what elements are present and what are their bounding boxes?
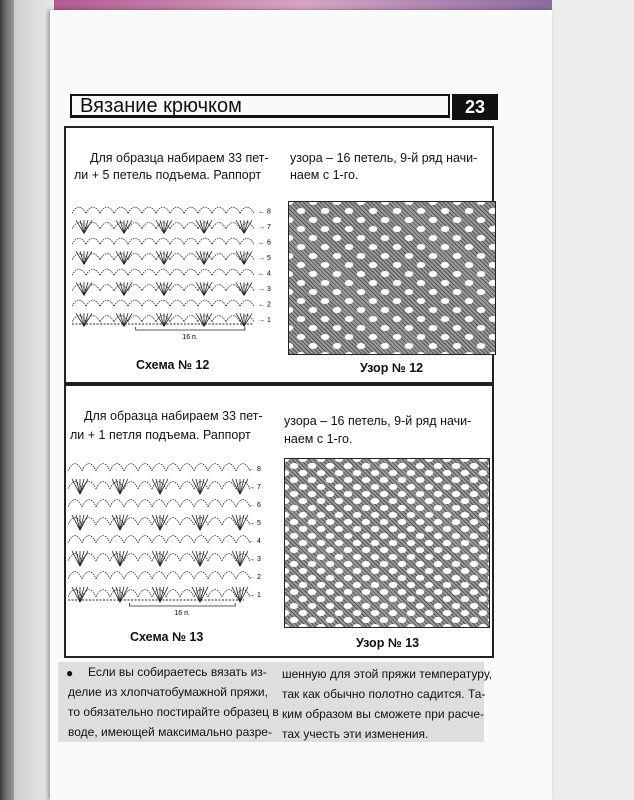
- chain-arc: [100, 300, 114, 306]
- row-number: ← 4: [258, 270, 271, 278]
- stitch-mark: [80, 282, 84, 295]
- stitch-mark: [76, 220, 84, 233]
- stitch-mark: [196, 515, 200, 530]
- chain-arc: [180, 482, 194, 489]
- stitch-mark: [240, 251, 244, 264]
- chain-arc: [110, 572, 124, 579]
- chain-arc: [96, 536, 110, 543]
- chain-arc: [222, 572, 236, 579]
- stitch-mark: [156, 515, 160, 530]
- stitch-mark: [80, 220, 84, 233]
- stitch-mark: [156, 551, 160, 566]
- stitch-mark: [236, 551, 240, 566]
- chain-arc: [152, 536, 166, 543]
- pattern-12-text-line-2: ли + 5 петель подъема. Раппорт: [74, 168, 262, 182]
- chain-arc: [212, 316, 226, 322]
- chain-arc: [100, 285, 114, 291]
- stitch-mark: [152, 551, 160, 566]
- rapport-label: 16 п.: [182, 334, 198, 341]
- pattern-12-text-line-3: узора – 16 петель, 9-й ряд начи-: [290, 151, 478, 165]
- stitch-mark: [232, 479, 240, 494]
- chain-arc: [68, 572, 82, 579]
- chain-arc: [128, 269, 142, 275]
- chain-arc: [100, 254, 114, 260]
- stitch-mark: [164, 251, 168, 264]
- row-number: → 7: [248, 483, 261, 491]
- stitch-mark: [160, 479, 168, 494]
- stitch-mark: [120, 282, 124, 295]
- chain-arc: [72, 238, 86, 244]
- stitch-mark: [160, 515, 168, 530]
- chain-arc: [138, 536, 152, 543]
- chain-arc: [212, 207, 226, 213]
- chain-arc: [86, 207, 100, 213]
- stitch-mark: [204, 282, 212, 295]
- stitch-mark: [204, 251, 208, 264]
- chain-arc: [142, 223, 156, 229]
- chain-arc: [184, 316, 198, 322]
- stitch-mark: [156, 251, 164, 264]
- chain-arc: [142, 300, 156, 306]
- chain-arc: [240, 269, 254, 275]
- chain-arc: [86, 269, 100, 275]
- stitch-mark: [120, 220, 124, 233]
- chain-arc: [166, 554, 180, 561]
- chain-arc: [166, 536, 180, 543]
- pattern-13-text-line-3: узора – 16 петель, 9-й ряд начи-: [284, 414, 472, 428]
- chain-arc: [86, 223, 100, 229]
- rapport-label: 16 п.: [174, 610, 190, 617]
- chain-arc: [114, 207, 128, 213]
- stitch-mark: [124, 220, 128, 233]
- stitch-mark: [124, 251, 132, 264]
- stitch-mark: [244, 220, 252, 233]
- stitch-mark: [164, 282, 172, 295]
- chain-arc: [100, 223, 114, 229]
- chain-arc: [86, 238, 100, 244]
- chain-arc: [212, 300, 226, 306]
- chain-arc: [100, 207, 114, 213]
- chain-arc: [142, 254, 156, 260]
- chain-arc: [96, 500, 110, 507]
- stitch-mark: [240, 551, 244, 566]
- chain-arc: [82, 536, 96, 543]
- page-header: [70, 94, 498, 120]
- knitted-sample-photo-13: [284, 458, 490, 628]
- stitch-mark: [112, 551, 120, 566]
- stitch-mark: [204, 220, 208, 233]
- stitch-mark: [124, 220, 132, 233]
- stitch-mark: [200, 251, 204, 264]
- chain-arc: [156, 269, 170, 275]
- chain-arc: [212, 254, 226, 260]
- stitch-mark: [72, 551, 80, 566]
- stitch-mark: [244, 251, 252, 264]
- stitch-mark: [164, 282, 168, 295]
- chain-arc: [68, 464, 82, 471]
- chain-arc: [156, 300, 170, 306]
- row-number: ← 2: [248, 573, 261, 581]
- bullet-icon: ●: [66, 666, 74, 680]
- chain-arc: [142, 269, 156, 275]
- row-number: → 5: [248, 519, 261, 527]
- chain-arc: [184, 254, 198, 260]
- stitch-mark: [120, 479, 124, 494]
- chain-arc: [180, 572, 194, 579]
- chain-arc: [184, 223, 198, 229]
- chain-arc: [152, 572, 166, 579]
- stitch-mark: [160, 479, 164, 494]
- photo-13-caption: Узор № 13: [356, 636, 420, 650]
- tip-right-line-4: тах учесть эти изменения.: [282, 727, 429, 741]
- row-number: → 3: [248, 555, 261, 563]
- chain-arc: [142, 316, 156, 322]
- chain-arc: [124, 500, 138, 507]
- chain-arc: [212, 238, 226, 244]
- chain-arc: [72, 300, 86, 306]
- stitch-mark: [116, 515, 120, 530]
- row-number: → 1: [248, 591, 261, 599]
- stitch-mark: [112, 479, 120, 494]
- chain-arc: [180, 536, 194, 543]
- chain-arc: [82, 500, 96, 507]
- stitch-mark: [120, 551, 128, 566]
- chain-arc: [166, 590, 180, 597]
- stitch-mark: [84, 220, 88, 233]
- stitch-mark: [72, 479, 80, 494]
- chain-arc: [208, 590, 222, 597]
- chain-arc: [142, 238, 156, 244]
- chain-arc: [68, 500, 82, 507]
- chain-arc: [138, 572, 152, 579]
- crochet-diagram-12: [72, 194, 282, 344]
- stitch-mark: [204, 251, 212, 264]
- stitch-mark: [112, 515, 120, 530]
- stitch-mark: [240, 282, 244, 295]
- pattern-12-text-line-4: наем с 1-го.: [290, 168, 359, 182]
- stitch-mark: [196, 479, 200, 494]
- chain-arc: [208, 500, 222, 507]
- stitch-mark: [204, 220, 212, 233]
- row-number: ← 8: [248, 465, 261, 473]
- stitch-mark: [76, 515, 80, 530]
- chain-arc: [166, 518, 180, 525]
- chain-arc: [86, 300, 100, 306]
- left-page-edge: [14, 0, 54, 800]
- chain-arc: [180, 590, 194, 597]
- stitch-mark: [164, 220, 172, 233]
- chain-arc: [222, 464, 236, 471]
- chain-arc: [240, 238, 254, 244]
- stitch-mark: [232, 515, 240, 530]
- chain-arc: [128, 207, 142, 213]
- pattern-12-text-line-1: Для образца набираем 33 пет-: [90, 151, 269, 165]
- stitch-mark: [120, 251, 124, 264]
- chain-arc: [114, 238, 128, 244]
- stitch-mark: [156, 479, 160, 494]
- stitch-mark: [120, 551, 124, 566]
- chain-arc: [180, 464, 194, 471]
- chain-arc: [226, 269, 240, 275]
- stitch-mark: [124, 282, 128, 295]
- chain-arc: [82, 518, 96, 525]
- stitch-mark: [76, 551, 80, 566]
- stitch-mark: [240, 515, 248, 530]
- stitch-mark: [160, 515, 164, 530]
- chain-arc: [82, 464, 96, 471]
- chain-arc: [96, 572, 110, 579]
- stitch-mark: [240, 515, 244, 530]
- chain-arc: [156, 207, 170, 213]
- row-number: → 7: [258, 223, 271, 231]
- scheme-12-caption: Схема № 12: [136, 358, 210, 372]
- chain-arc: [212, 223, 226, 229]
- row-number: ← 6: [258, 239, 271, 247]
- stitch-mark: [80, 251, 84, 264]
- chain-arc: [142, 207, 156, 213]
- tip-right-line-3: ким образом вы сможете при расче-: [282, 707, 485, 721]
- chain-arc: [86, 254, 100, 260]
- stitch-mark: [120, 479, 128, 494]
- stitch-mark: [156, 282, 164, 295]
- chain-arc: [184, 269, 198, 275]
- chain-arc: [86, 316, 100, 322]
- chain-arc: [170, 285, 184, 291]
- stitch-mark: [152, 479, 160, 494]
- chain-arc: [198, 300, 212, 306]
- stitch-mark: [120, 515, 124, 530]
- chain-arc: [208, 572, 222, 579]
- stitch-mark: [240, 551, 248, 566]
- chain-arc: [96, 554, 110, 561]
- stitch-mark: [244, 282, 252, 295]
- stitch-mark: [196, 551, 200, 566]
- chain-arc: [184, 238, 198, 244]
- stitch-mark: [200, 551, 204, 566]
- chain-arc: [166, 482, 180, 489]
- stitch-mark: [116, 220, 124, 233]
- chain-arc: [184, 285, 198, 291]
- chain-arc: [86, 285, 100, 291]
- chain-arc: [212, 269, 226, 275]
- chain-arc: [240, 300, 254, 306]
- chain-arc: [240, 207, 254, 213]
- pattern-13-text-line-4: наем с 1-го.: [284, 432, 353, 446]
- chain-arc: [180, 518, 194, 525]
- stitch-mark: [244, 251, 248, 264]
- chain-arc: [138, 482, 152, 489]
- chain-arc: [166, 572, 180, 579]
- stitch-mark: [160, 551, 164, 566]
- chain-arc: [208, 536, 222, 543]
- knitted-sample-photo-12: [288, 201, 496, 355]
- chain-arc: [170, 254, 184, 260]
- stitch-mark: [200, 515, 204, 530]
- chain-arc: [138, 464, 152, 471]
- chain-arc: [226, 300, 240, 306]
- chain-arc: [180, 500, 194, 507]
- stitch-mark: [76, 479, 80, 494]
- chain-arc: [170, 269, 184, 275]
- stitch-mark: [116, 282, 124, 295]
- stitch-mark: [240, 479, 244, 494]
- chain-arc: [82, 572, 96, 579]
- chain-arc: [82, 554, 96, 561]
- stitch-mark: [76, 282, 84, 295]
- crochet-diagram-13: [68, 450, 272, 620]
- chain-arc: [142, 285, 156, 291]
- chain-arc: [194, 500, 208, 507]
- tip-left-line-2: делие из хлопчатобумажной пряжи,: [68, 685, 268, 699]
- row-number: ← 6: [248, 501, 261, 509]
- stitch-mark: [200, 220, 204, 233]
- chain-arc: [152, 464, 166, 471]
- chain-arc: [222, 536, 236, 543]
- chain-arc: [110, 464, 124, 471]
- chain-arc: [96, 464, 110, 471]
- stitch-mark: [76, 251, 84, 264]
- chain-arc: [208, 482, 222, 489]
- tip-left-line-4: воде, имеющей максимально разре-: [68, 725, 272, 739]
- stitch-mark: [200, 282, 204, 295]
- chain-arc: [194, 536, 208, 543]
- chain-arc: [138, 590, 152, 597]
- chain-arc: [166, 464, 180, 471]
- stitch-mark: [236, 220, 244, 233]
- chain-arc: [152, 500, 166, 507]
- chain-arc: [138, 554, 152, 561]
- chain-arc: [128, 238, 142, 244]
- photo-12-caption: Узор № 12: [360, 361, 424, 375]
- chain-arc: [208, 464, 222, 471]
- stitch-mark: [236, 479, 240, 494]
- pattern-13-text-line-1: Для образца набираем 33 пет-: [84, 409, 263, 423]
- chain-arc: [226, 238, 240, 244]
- chain-arc: [194, 464, 208, 471]
- stitch-mark: [240, 479, 248, 494]
- stitch-mark: [200, 479, 204, 494]
- chain-arc: [124, 536, 138, 543]
- stitch-mark: [232, 551, 240, 566]
- book-spine: [0, 0, 14, 800]
- chain-arc: [166, 500, 180, 507]
- stitch-mark: [244, 220, 248, 233]
- stitch-mark: [84, 282, 88, 295]
- stitch-mark: [160, 551, 168, 566]
- stitch-mark: [240, 220, 244, 233]
- pattern-13-text-line-2: ли + 1 петля подъема. Раппорт: [70, 428, 251, 442]
- rapport-bracket: [130, 603, 236, 606]
- chain-arc: [110, 536, 124, 543]
- chain-arc: [96, 482, 110, 489]
- chain-arc: [194, 572, 208, 579]
- chain-arc: [114, 300, 128, 306]
- chain-arc: [222, 500, 236, 507]
- chain-arc: [72, 207, 86, 213]
- background: [552, 0, 634, 800]
- row-number: → 1: [258, 316, 271, 324]
- chain-arc: [100, 269, 114, 275]
- stitch-mark: [124, 251, 128, 264]
- stitch-mark: [116, 251, 124, 264]
- stitch-mark: [204, 282, 208, 295]
- chain-arc: [72, 269, 86, 275]
- stitch-mark: [116, 479, 120, 494]
- stitch-mark: [164, 220, 168, 233]
- tip-left-line-3: то обязательно постирайте образец в: [68, 705, 279, 719]
- stitch-mark: [156, 220, 164, 233]
- chain-arc: [100, 316, 114, 322]
- chain-arc: [96, 518, 110, 525]
- chain-arc: [184, 300, 198, 306]
- stitch-mark: [236, 251, 244, 264]
- row-number: ← 2: [258, 301, 271, 309]
- chain-arc: [208, 554, 222, 561]
- stitch-mark: [236, 515, 240, 530]
- chain-arc: [110, 500, 124, 507]
- chain-arc: [184, 207, 198, 213]
- chain-arc: [128, 300, 142, 306]
- chain-arc: [226, 207, 240, 213]
- rapport-bracket: [136, 327, 245, 330]
- tip-right-line-1: шенную для этой пряжи температуру,: [282, 667, 492, 681]
- chain-arc: [170, 316, 184, 322]
- row-number: ← 8: [258, 208, 271, 216]
- page-number: 23: [452, 94, 498, 120]
- chain-arc: [124, 464, 138, 471]
- chain-arc: [114, 269, 128, 275]
- stitch-mark: [244, 282, 248, 295]
- chain-arc: [198, 269, 212, 275]
- stitch-mark: [152, 515, 160, 530]
- chain-arc: [170, 238, 184, 244]
- chain-arc: [138, 518, 152, 525]
- stitch-mark: [72, 515, 80, 530]
- chain-arc: [208, 518, 222, 525]
- chain-arc: [82, 482, 96, 489]
- chain-arc: [180, 554, 194, 561]
- stitch-mark: [120, 515, 128, 530]
- chain-arc: [170, 300, 184, 306]
- chain-arc: [156, 238, 170, 244]
- chain-arc: [138, 500, 152, 507]
- chain-arc: [170, 223, 184, 229]
- row-number: ← 4: [248, 537, 261, 545]
- scheme-13-caption: Схема № 13: [130, 630, 204, 644]
- chain-arc: [68, 536, 82, 543]
- row-number: → 3: [258, 285, 271, 293]
- page-title: Вязание крючком: [80, 95, 242, 117]
- chain-arc: [124, 572, 138, 579]
- stitch-mark: [164, 251, 172, 264]
- stitch-mark: [124, 282, 132, 295]
- chain-arc: [82, 590, 96, 597]
- tip-right-line-2: так как обычно полотно садится. Та-: [282, 687, 486, 701]
- chain-arc: [100, 238, 114, 244]
- chain-arc: [198, 207, 212, 213]
- chain-arc: [170, 207, 184, 213]
- stitch-mark: [116, 551, 120, 566]
- stitch-mark: [236, 282, 244, 295]
- chain-arc: [198, 238, 212, 244]
- tip-left-line-1: Если вы собираетесь вязать из-: [88, 665, 267, 679]
- row-number: → 5: [258, 254, 271, 262]
- chain-arc: [212, 285, 226, 291]
- stitch-mark: [84, 251, 88, 264]
- chain-arc: [96, 590, 110, 597]
